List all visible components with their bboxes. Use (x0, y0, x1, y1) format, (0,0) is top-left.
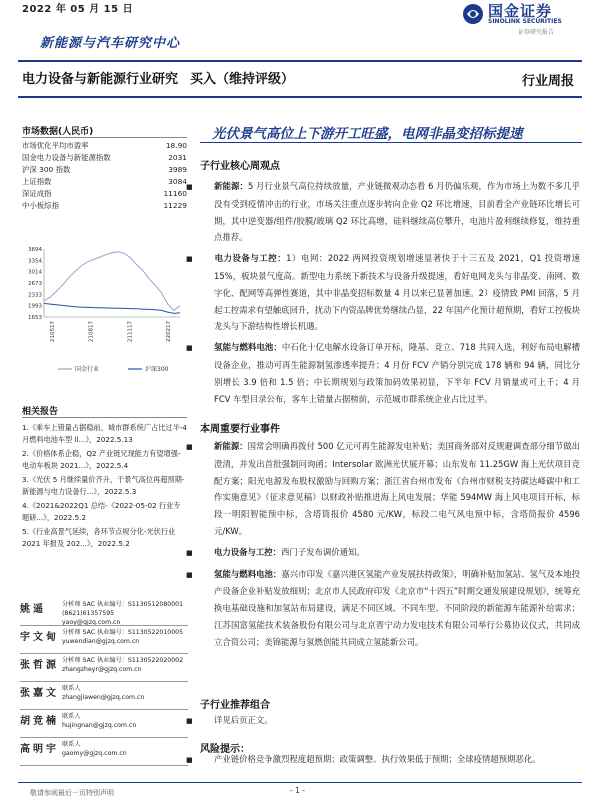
chart-series-line-0 (44, 252, 180, 311)
header-rule-bottom (18, 96, 582, 98)
bullet-icon: ■ (186, 548, 193, 557)
section-core-views: 子行业核心周观点 (200, 161, 280, 172)
recommend-body: 详见后页正文。 (214, 715, 273, 725)
section-events: 本周重要行业事件 (200, 424, 280, 435)
bullet-text: 1）电网：2022 两网投资规划增速显著快于十三五及 2021，Q1 投资增速 15%，板块景气度高。新型电力系统下新技术与设备升级提速，看好电网龙头与非晶变、南网、数字化、配网等高弹性赛道，其中非晶变招标数量 4 月以来已显著加速。2）疫情致 PMI 回落，5 月起工控需求有望触底回升，扰动下内资品牌优势继续凸显，22 年国产化预计超预期，看好工控板块龙头与下游结构性增长机遇。 (214, 253, 580, 332)
chart-x-tick-label: 210817 (88, 321, 95, 342)
industry-title (22, 68, 294, 87)
bullet-paragraph (186, 178, 581, 246)
chart-legend-label: 国金行业 (75, 366, 100, 373)
analyst-info (62, 684, 144, 702)
report-type: 行业周报 (521, 74, 574, 89)
market-data-row (22, 164, 187, 176)
footer-disclaimer: 敬请参阅最后一页特别声明 (30, 789, 114, 797)
logo-cn-text: 国金证券 (488, 2, 553, 20)
bullet-icon: ■ (186, 255, 193, 264)
chart-x-tick-label: 211117 (127, 321, 134, 342)
analyst-email[interactable]: yuwendian@gjzq.com.cn (62, 638, 140, 645)
chart-y-tick-label: 3014 (28, 269, 42, 276)
bullet-text: 国常会明确再拨付 500 亿元可再生能源发电补贴；美国商务部对反规避调查部分细节做出澄清，并发出首批强制问询函；Intersolar 欧洲光伏展开幕；山东发布 11.25GW 海上光伏项目竞配方案；阳光电源发布股权激励与回购方案；浙江省台州市发布《台州市财税支持碳达峰碳中和工作实施意见》（征求意见稿）以财政补贴推进海上风电发展；华能 594MW 海上风电项目开标，标段一明阳智能预中标，含塔筒报价 4580 元/KW，标段二电气风电预中标，含塔筒报价 4596 元/KW。 (214, 441, 580, 536)
bullet-icon: ■ (186, 717, 193, 725)
logo-sub-text: 证券研究报告 (518, 29, 555, 36)
related-report-item[interactable]: 1.《乘车上错量占据稳前，城市群系统广占比过半-4 月燃料电池车型 ll...》，2022.5.13 (22, 423, 187, 444)
analyst-card (20, 684, 188, 710)
analyst-email[interactable]: zhangjiawen@gjzq.com.cn (62, 694, 145, 701)
risk-text (186, 752, 594, 768)
analyst-card (20, 628, 188, 654)
analyst-name: 张哲源 (20, 660, 59, 671)
analyst-divider (20, 625, 188, 626)
bullet-heading: 电力设备与工控： (214, 253, 287, 264)
analyst-role: 联系人 (62, 713, 81, 720)
analyst-divider (20, 765, 188, 766)
bullet-icon: ■ (186, 183, 193, 191)
analyst-divider (20, 653, 188, 654)
report-title: 光伏景气高位上下游开工旺盛，电网非晶变招标提速 (212, 126, 523, 142)
analyst-name: 宇文甸 (20, 632, 59, 643)
market-data-value: 18.90 (165, 141, 187, 150)
analyst-divider (20, 709, 188, 710)
market-data-row (22, 188, 187, 200)
market-data-label: 上证指数 (22, 177, 52, 186)
analyst-role: 联系人 (62, 685, 81, 692)
header-rule-top (18, 60, 582, 62)
events-list (186, 438, 581, 655)
market-data-value: 3989 (168, 165, 187, 174)
chart-y-tick-label: 3354 (28, 258, 42, 265)
bullet-text: 5 月行业景气高位持续放量，产业链微观动态看 6 月仍偏乐观，作为市场上为数不多几乎没有受到疫情冲击的行业，市场关注重点逐步转向企业 Q2 环比增速，目前看全产业链环比增长可期，其中逆变器/组件/胶膜/玻璃 Q2 环比高增，硅料继续高位攀升，电池片盈利继续修复，维持重点推荐。 (214, 181, 581, 243)
section-recommend: 子行业推荐组合 (200, 700, 270, 711)
bullet-icon: ■ (186, 756, 193, 764)
analyst-name: 张嘉文 (20, 688, 59, 699)
chart-y-tick-label: 2333 (28, 292, 42, 299)
market-title-rule (22, 137, 187, 138)
chart-x-tick-label: 220217 (166, 321, 172, 342)
chart-y-tick-label: 2673 (28, 281, 42, 287)
analyst-info (62, 740, 127, 758)
section-risk: 风险提示： (200, 744, 250, 755)
market-data-label: 中小板综指 (22, 201, 59, 210)
research-center-name: 新能源与汽车研究中心 (40, 36, 181, 51)
chart-y-tick-label: 1993 (28, 303, 42, 310)
market-data-title: 市场数据(人民币) (22, 127, 94, 137)
market-data-label: 沪深 300 指数 (22, 165, 71, 174)
analyst-role: 分析师 SAC 执业编号：S1130522010005 (62, 629, 184, 636)
market-data-value: 2031 (168, 153, 187, 162)
analyst-phone: (8621)61357595 (62, 610, 115, 617)
analyst-email[interactable]: yaoy@gjzq.com.cn (62, 619, 121, 626)
analyst-info (62, 656, 183, 674)
bullet-text: 中石化十亿电解水设备订单开标，隆基、竞立、718 共同入选，利好布局电解槽设备企业，推动可再生能源制氢渗透率提升；4 月份 FCV 产销分别完成 178 辆和 94 辆，同比分别增长 3.9 倍和 1.5 倍；中长期规划与政策加码效果初显，下半年 FCV 月销量或可上千；4 月 FCV 车型目录公布，客车上错量占据榜前，示范城市群系统企业占比过半。 (214, 342, 580, 404)
logo-en-text: SINOLINK SECURITIES (488, 18, 562, 25)
related-report-item[interactable]: 5.《行业高景气延续，各环节点规分化-光伏行业 2021 年报及 202...》，2022.5.2 (22, 527, 176, 548)
analyst-card (20, 740, 188, 766)
footer-rule (18, 782, 582, 783)
chart-y-tick-label: 3694 (28, 247, 42, 253)
chart-series-line-1 (44, 303, 180, 313)
core-views-list (186, 178, 581, 411)
recommend-text (186, 712, 594, 730)
market-data-row (22, 140, 187, 152)
bullet-icon: ■ (186, 344, 193, 353)
analyst-name: 胡竞楠 (20, 716, 59, 727)
analyst-name: 姚遥 (20, 604, 46, 615)
market-data-row (22, 176, 187, 188)
company-logo (462, 0, 580, 36)
related-report-item[interactable]: 4.《2021&2022Q1 总结-《2022-05-02 行业专题研...》，2022.5.2 (22, 501, 181, 522)
analyst-role: 分析师 SAC 执业编号：S1130512080001 (62, 601, 184, 608)
market-data-value: 11229 (163, 201, 187, 210)
analyst-divider (20, 737, 188, 738)
bullet-heading: 氢能与燃料电池： (214, 568, 282, 579)
bullet-icon: ■ (186, 570, 193, 579)
market-data-row (22, 200, 187, 212)
bullet-paragraph (186, 544, 580, 562)
rating-label: 买入（维持评级） (190, 72, 295, 87)
analyst-card (20, 712, 188, 738)
analyst-divider (20, 681, 188, 682)
related-reports-list (22, 422, 187, 552)
bullet-heading: 氢能与燃料电池： (214, 342, 282, 353)
market-data-label: 国金电力设备与新能源指数 (22, 153, 111, 162)
market-data-row (22, 152, 187, 164)
analyst-card (20, 656, 188, 682)
market-data-value: 11160 (163, 189, 187, 198)
related-report-item[interactable]: 3.《光伏 5 月继续量价齐升，于景气高位再超预期-新能源与电力设备行...》，2022.5.3 (22, 475, 185, 496)
analyst-card (20, 600, 188, 626)
bullet-text: 嘉兴市印发《嘉兴港区氢能产业发展扶持政策》，明确补贴加氢站、氢气及本地投产设备企业补贴发放细则；北京市人民政府印发《北京市“十四五”时期交通发展建设规划》，统筹充换电基础设施和加氢站布局建设，满足不同区域、不同车型、不同阶段的新能源车能源补给需求；江苏国富氢能技术装备股份有限公司与北京晋宁动力发电技术有限公司举行公募协议仪式，共同成立合资公司；美锦能源与氢燃创能共同成立氢能新公司。 (214, 568, 581, 647)
index-chart (18, 245, 188, 375)
market-data-label: 深证成指 (22, 189, 52, 198)
analyst-role: 分析师 SAC 执业编号：S1130522020002 (62, 657, 184, 664)
analyst-name: 高明宇 (20, 744, 59, 755)
analyst-email[interactable]: zhangzheyr@gjzq.com.cn (62, 666, 142, 673)
logo-icon (462, 3, 484, 25)
bullet-paragraph (186, 566, 581, 651)
chart-x-tick-label: 210517 (50, 321, 56, 342)
bullet-paragraph (186, 438, 580, 540)
analyst-info (62, 712, 136, 730)
report-date: 2022 年 05 月 15 日 (22, 4, 134, 15)
bullet-paragraph (186, 339, 580, 407)
analyst-email[interactable]: gaomy@gjzq.com.cn (62, 750, 127, 757)
chart-legend-label: 沪深300 (145, 366, 169, 373)
bullet-heading: 新能源： (214, 441, 248, 451)
analyst-info (62, 628, 183, 646)
market-data-value: 3084 (168, 177, 187, 186)
bullet-heading: 新能源： (214, 181, 248, 191)
bullet-icon: ■ (186, 443, 193, 451)
analyst-role: 联系人 (62, 741, 81, 748)
related-reports-title: 相关报告 (22, 407, 59, 417)
page-number: - 1 - (290, 786, 305, 795)
chart-y-tick-label: 1653 (28, 315, 42, 321)
market-data-label: 市场优化平均市盈率 (22, 141, 89, 150)
bullet-heading: 电力设备与工控： (214, 546, 281, 557)
analyst-email[interactable]: hujingnan@gjzq.com.cn (62, 722, 137, 729)
title-rule (200, 142, 582, 143)
industry-name: 电力设备与新能源行业研究 (22, 72, 179, 87)
related-report-item[interactable]: 2.《价格体系企稳，Q2 产业链兄现能力有望增强-电动车板块 2021...》，2022.5.4 (22, 449, 181, 470)
bullet-paragraph (186, 250, 580, 335)
bullet-text: 西门子发布调价通知。 (281, 546, 365, 557)
analyst-info (62, 600, 183, 627)
reports-title-rule (22, 417, 187, 418)
risk-body: 产业链价格竞争激烈程度超预期；政策调整、执行效果低于预期；全球疫情超预期恶化。 (214, 754, 541, 764)
